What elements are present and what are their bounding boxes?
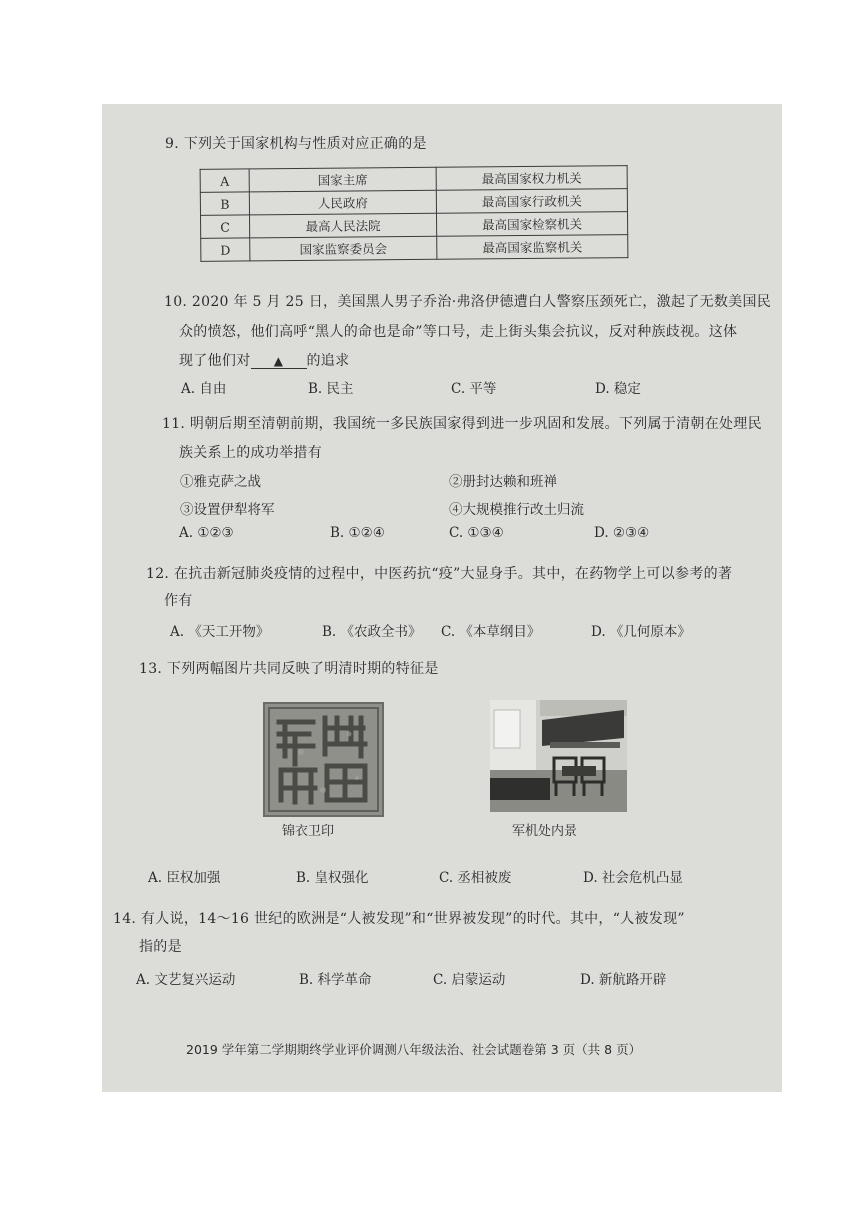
answer-blank: ▲ bbox=[251, 354, 307, 369]
q9-cell: C bbox=[201, 215, 250, 238]
q10-line1: 10. 2020 年 5 月 25 日，美国黑人男子乔治·弗洛伊德遭白人警察压颈死亡，激起了无数美国民 bbox=[164, 294, 772, 310]
q9-cell: 国家主席 bbox=[249, 167, 436, 192]
q9-cell: 最高国家监察机关 bbox=[437, 235, 628, 260]
q10-line3 bbox=[179, 351, 349, 371]
q14-line1: 14. 有人说，14～16 世纪的欧洲是“人被发现”和“世界被发现”的时代。其中，“人被发现” bbox=[113, 911, 685, 927]
q9-stem: 9. 下列关于国家机构与性质对应正确的是 bbox=[165, 136, 427, 152]
q13-option-d: D. 社会危机凸显 bbox=[583, 870, 683, 886]
q9-cell: B bbox=[200, 192, 249, 215]
q14-option-d: D. 新航路开辟 bbox=[580, 972, 667, 988]
q14-line2: 指的是 bbox=[139, 939, 182, 955]
q11-option-a: A. ①②③ bbox=[179, 525, 234, 541]
q9-cell: 人民政府 bbox=[249, 190, 436, 215]
q11-item-1: ①雅克萨之战 bbox=[180, 474, 261, 490]
seal-caption: 锦衣卫印 bbox=[282, 824, 335, 839]
q9-cell: D bbox=[201, 238, 250, 261]
q13-option-b: B. 皇权强化 bbox=[296, 870, 369, 886]
q9-cell: 最高人民法院 bbox=[250, 213, 437, 238]
q11-item-3: ③设置伊犁将军 bbox=[180, 502, 275, 518]
q11-line1: 11. 明朝后期至清朝前期，我国统一多民族国家得到进一步巩固和发展。下列属于清朝在处理民 bbox=[162, 416, 762, 432]
q12-option-c: C. 《本草纲目》 bbox=[441, 624, 541, 640]
exam-page bbox=[102, 104, 782, 1092]
q11-item-4: ④大规模推行改土归流 bbox=[449, 502, 584, 518]
q12-option-a: A. 《天工开物》 bbox=[170, 624, 270, 640]
q10-option-b: B. 民主 bbox=[308, 381, 354, 397]
q9-table bbox=[200, 165, 629, 262]
q13-option-a: A. 臣权加强 bbox=[148, 870, 221, 886]
q9-cell: 最高国家权力机关 bbox=[436, 166, 627, 191]
q9-cell: 国家监察委员会 bbox=[250, 236, 437, 261]
q12-option-b: B. 《农政全书》 bbox=[322, 624, 422, 640]
room-caption: 军机处内景 bbox=[512, 824, 578, 839]
q10-line3-post: 的追求 bbox=[306, 353, 350, 369]
q10-option-a: A. 自由 bbox=[181, 381, 227, 397]
q14-option-c: C. 启蒙运动 bbox=[433, 972, 506, 988]
q10-option-c: C. 平等 bbox=[451, 381, 497, 397]
q9-cell: 最高国家检察机关 bbox=[436, 212, 627, 237]
q9-table-row bbox=[201, 235, 628, 262]
q12-line1: 12. 在抗击新冠肺炎疫情的过程中，中医药抗“疫”大显身手。其中，在药物学上可以参考的著 bbox=[146, 566, 733, 582]
q14-option-b: B. 科学革命 bbox=[299, 972, 372, 988]
seal-image bbox=[263, 702, 384, 817]
council-room-image bbox=[490, 700, 627, 812]
q9-cell: 最高国家行政机关 bbox=[436, 189, 627, 214]
q10-line3-pre: 现了他们对 bbox=[179, 353, 251, 369]
q11-line2: 族关系上的成功举措有 bbox=[179, 445, 322, 461]
q10-line2: 众的愤怒，他们高呼“黑人的命也是命”等口号，走上街头集会抗议，反对种族歧视。这体 bbox=[179, 324, 738, 340]
q11-option-c: C. ①③④ bbox=[449, 525, 504, 541]
page-footer: 2019 学年第二学期期终学业评价调测八年级法治、社会试题卷第 3 页（共 8 页） bbox=[186, 1042, 642, 1057]
q9-cell: A bbox=[200, 169, 249, 192]
q10-option-d: D. 稳定 bbox=[595, 381, 641, 397]
q12-option-d: D. 《几何原本》 bbox=[591, 624, 691, 640]
q13-stem: 13. 下列两幅图片共同反映了明清时期的特征是 bbox=[139, 661, 439, 677]
q11-option-b: B. ①②④ bbox=[330, 525, 385, 541]
q14-option-a: A. 文艺复兴运动 bbox=[136, 972, 236, 988]
q11-item-2: ②册封达赖和班禅 bbox=[449, 474, 557, 490]
q13-option-c: C. 丞相被废 bbox=[439, 870, 512, 886]
q11-option-d: D. ②③④ bbox=[594, 525, 650, 541]
q12-line2: 作有 bbox=[164, 593, 193, 609]
